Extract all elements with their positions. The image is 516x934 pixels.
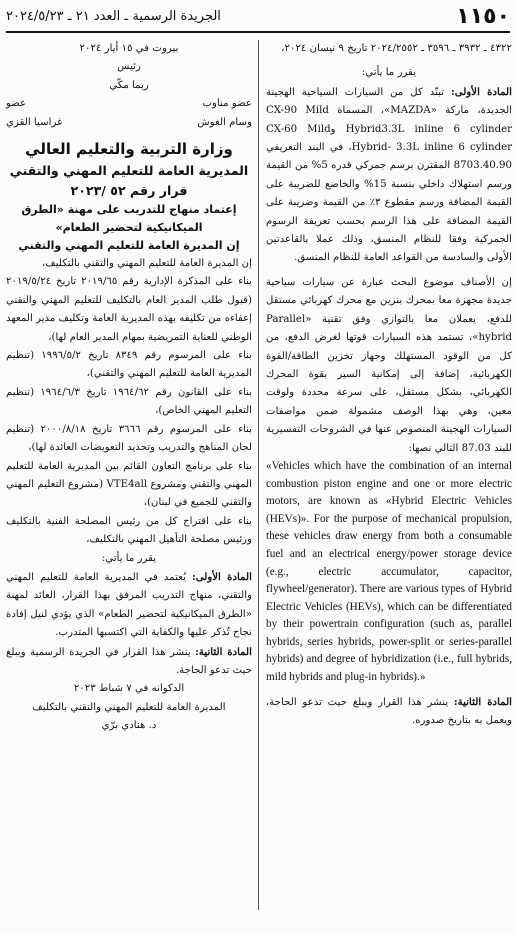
article-1 bbox=[6, 568, 252, 643]
member2-title: عضو bbox=[6, 98, 27, 110]
article-2 bbox=[266, 693, 512, 731]
column-divider bbox=[258, 40, 259, 910]
president-name: ريما مكّي bbox=[109, 79, 149, 91]
recital: بناء على اقتراح كل من رئيس المصلحة الفنية بالتكليف ورئيس مصلحة التأهيل المهني بالتكليف، bbox=[6, 515, 252, 546]
recital: بناء على المرسوم رقم ٣٦٦٦ تاريخ ٢٠٠٠/٨/١٨ (تنظيم لجان المناهج والتدريب وتحديد التعويضات العائدة لها)، bbox=[6, 423, 252, 454]
article-1-text: يُعتمد في المديرية العامة للتعليم المهني والتقني، منهاج التدريب المرفق بهذا القرار، العائد لمهنة «الطرق الميكانيكية لتحضير الطعام» الذي يؤدي لنيل إفادة نجاح تُذكر عليها والكفاية التي اكتسبها المتدرب. bbox=[6, 571, 252, 639]
english-quote: «Vehicles which have the combination of an internal combustion piston engine and one or more electric motors, are known as «Hybrid Electric Vehicles (HEVs)». For the purpose of mechanical propulsion, these vehicles draw energy from both a consumable fuel and an electrical energy/power storage device (e.g., electric accumulator, capacitor, flywheel/generator). There are various types of Hybrid Electric Vehicles (HEVs), which can be differentiated by their powertrain configuration (such as, parallel hybrids, series hybrids, power-split or series-parallel hybrids) and degree of hybridization (i.e., full hybrids, mild hybrids and plug-in hybrids).» bbox=[266, 459, 512, 684]
recital: إن المديرة العامة للتعليم المهني والتقني بالتكليف، bbox=[41, 258, 252, 270]
president-title: رئيس bbox=[117, 61, 141, 73]
place-date: بيروت في ١٥ أيار ٢٠٢٤ bbox=[79, 43, 179, 54]
members-names bbox=[6, 114, 252, 132]
decides-heading: يقرر ما يأتي: bbox=[361, 67, 417, 79]
recital: بناء على المذكرة الإدارية رقم ٢٠١٩/٦٥ تاريخ ٢٠١٩/٥/٢٤ (قبول طلب المدير العام بالتكليف للتعليم المهني والتقني إعفاءه من تكليفه بهذه المديرية العامة وتكليف مدير المعهد الوطني للعناية التمريضية بمهام المدير العام لها)، bbox=[6, 276, 252, 343]
signer-name: د. هنادي برّي bbox=[101, 720, 157, 732]
recital: بناء على برنامج التعاون القائم بين المديرية العامة للتعليم المهني والتقني ومشروع VTE4all (مشروع التعليم المهني والتقني للجميع في لبنان)، bbox=[6, 460, 252, 509]
article-2 bbox=[6, 643, 252, 681]
member2-name: غراسيا القزي bbox=[6, 116, 63, 128]
issuer-heading: إن المديرة العامة للتعليم المهني والتقني bbox=[18, 239, 240, 253]
page-number: ١١٥٠ bbox=[456, 3, 510, 29]
left-column bbox=[6, 40, 252, 736]
recital: بناء على المرسوم رقم ٨٣٤٩ تاريخ ١٩٩٦/٥/٢ (تنظيم المديرية العامة للتعليم المهني والتقني)، bbox=[6, 350, 252, 380]
sign-date: الدكوانه في ٧ شباط ٢٠٢٣ bbox=[73, 683, 185, 695]
recital: بناء على القانون رقم ١٩٦٤/٦٢ تاريخ ١٩٦٤/٦/٣ (تنظيم التعليم المهني الخاص)، bbox=[6, 386, 252, 417]
page-header bbox=[6, 2, 510, 30]
decides-heading: يقرر ما يأتي: bbox=[101, 552, 157, 564]
directorate-heading: المديرية العامة للتعليم المهني والتقني bbox=[9, 163, 249, 179]
member1-title: عضو مناوب bbox=[202, 98, 252, 110]
members-titles bbox=[6, 95, 252, 113]
right-column bbox=[266, 40, 512, 730]
decision-reference: ٤٣٢٢ ـ ٣٩٣٢ ـ ٣٥٩٦ ـ ٢٠٢٤/٢٥٥٢ تاريخ ٩ نيسان ٢٠٢٤، bbox=[281, 43, 512, 54]
signer-title: المديرة العامة للتعليم المهني والتقني بالتكليف bbox=[32, 701, 226, 713]
hybrid-description: إن الأصناف موضوع البحث عبارة عن سيارات سياحية جديدة مجهزة معا بمحرك بنزين مع محرك كهربائي مستقل للدفع، يعملان معا بالتوازي وفق تقنية «Parallel hybrid»، تستمد هذه السيارات قوتها لغرض الدفع، من كل من الوقود المستهلك وجهاز تخزين الطاقة/القوة الكهربائية، إضافة إلى إمكانية السير بقوة المحرك الكهربائي، بشكل مستقل، على سرعة محددة ولوقت معين، وهي بهذا الوصف مشمولة ضمن مواصفات السيارات الهجينة المنصوص عنها في الشروحات التفسيرية للبند 87.03 التالي نصها: bbox=[266, 276, 512, 454]
decision-number: قرار رقم ٥٢ /٢٠٢٣ bbox=[70, 183, 188, 199]
header-rule bbox=[6, 31, 510, 33]
article-2-text: ينشر هذا القرار ويبلغ حيث تدعو الحاجة، ويعمل به بتاريخ صدوره. bbox=[266, 696, 512, 727]
decision-subject: إعتماد منهاج للتدريب على مهنة «الطرق الميكانيكية لتحضير الطعام» bbox=[21, 203, 237, 235]
article-1-label: المادة الأولى: bbox=[191, 570, 252, 583]
article-2-label: المادة الثانية: bbox=[195, 645, 252, 658]
gazette-title: الجريدة الرسمية ـ العدد ٢١ ـ ٢٠٢٤/٥/٢٣ bbox=[6, 8, 221, 24]
article-1-label: المادة الأولى: bbox=[451, 85, 512, 98]
article-2-label: المادة الثانية: bbox=[453, 695, 513, 708]
article-2-text: ينشر هذا القرار في الجريدة الرسمية ويبلغ حيث تدعو الحاجة. bbox=[6, 646, 252, 676]
ministry-heading: وزارة التربية والتعليم العالي bbox=[25, 140, 233, 159]
member1-name: وسام الغوش bbox=[197, 116, 252, 128]
article-1-text: تبنّد كل من السيارات السياحية الهجينة الجديدة، ماركة «MAZDA»، المسماة CX-90 Mild Hybrid3.3L inline 6 cylinder وCX-60 Mild Hybrid- 3.3L inline 6 cylinder، في البند التعريفي 8703.40.90 المقترن برسم جمركي قدره 5% من القيمة ورسم استهلاك داخلي بنسبة 15% والخاضع للضريبة على القيمة المضافة ورسم مقطوع ٣٪ من القيمة وضريبة على القيمة المضافة على هذا الرسم بحسب تعريفة الرسوم الجمركية وفقا للنظام المنسق، وذلك عملا بالقاعدتين الأولى والسادسة من القواعد العامة للنظام المنسق. bbox=[266, 86, 513, 264]
article-1 bbox=[266, 83, 512, 268]
